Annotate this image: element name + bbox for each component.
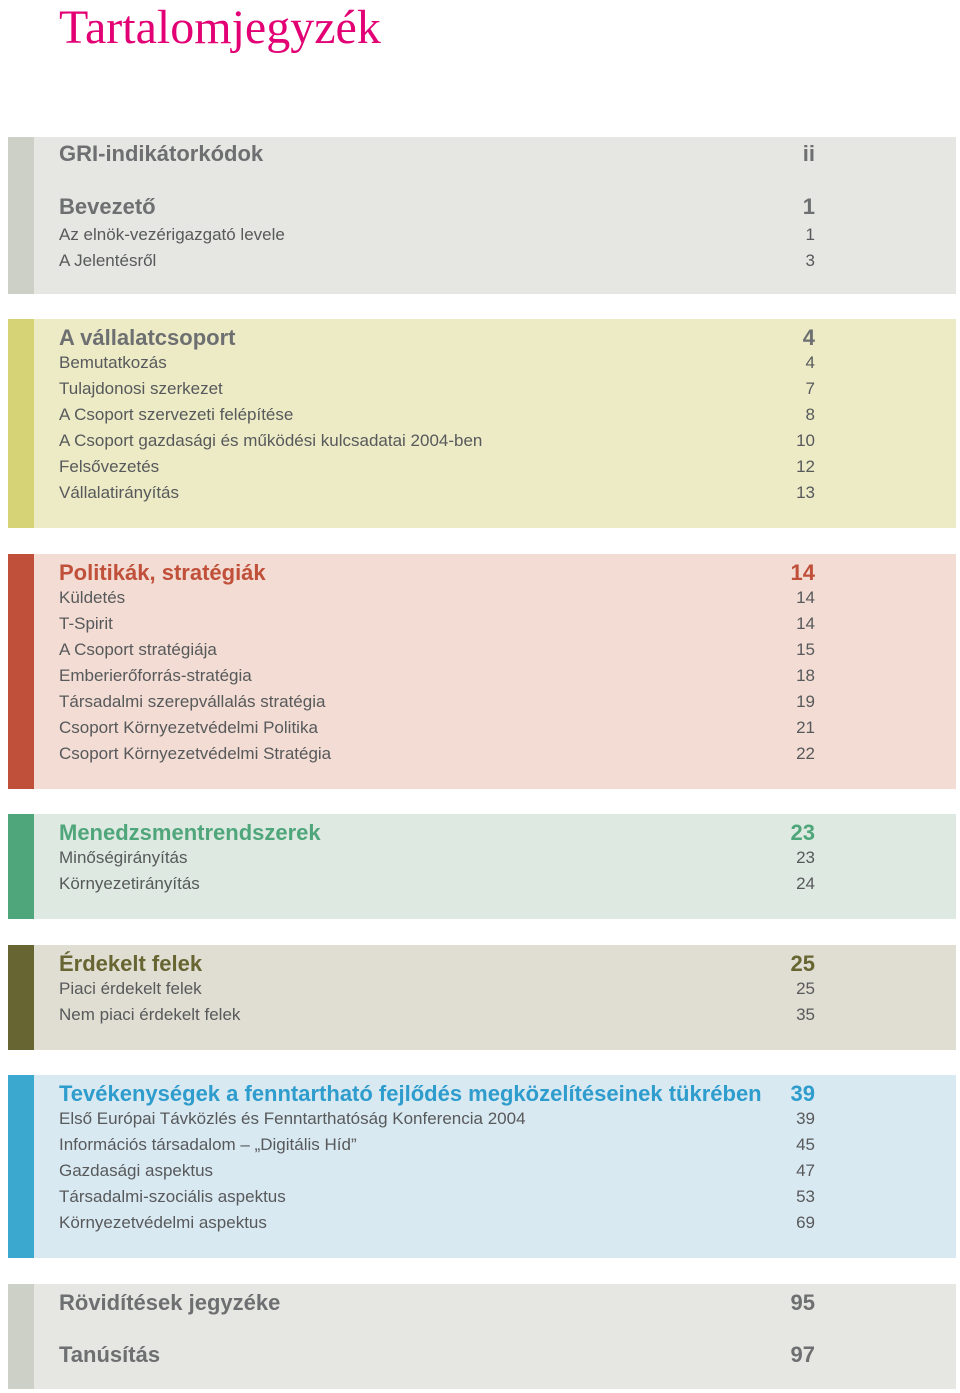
toc-entry[interactable] [59, 1109, 815, 1129]
toc-heading[interactable] [59, 1081, 815, 1107]
toc-label: Minőségirányítás [59, 848, 188, 867]
toc-entry[interactable] [59, 640, 815, 660]
toc-heading[interactable] [59, 560, 815, 586]
section-color-bar [8, 1284, 34, 1389]
toc-entry[interactable] [59, 1213, 815, 1233]
toc-section [8, 945, 956, 1050]
toc-label: Tanúsítás [59, 1342, 161, 1367]
toc-page-number: 10 [796, 431, 815, 450]
toc-entry[interactable] [59, 1005, 815, 1025]
toc-section [8, 137, 956, 294]
toc-label: Csoport Környezetvédelmi Politika [59, 718, 318, 737]
toc-page-number: 95 [790, 1290, 815, 1315]
toc-page-number: 53 [796, 1187, 815, 1206]
toc-entry[interactable] [59, 692, 815, 712]
toc-entry[interactable] [59, 718, 815, 738]
toc-entry[interactable] [59, 1135, 815, 1155]
toc-entry[interactable] [59, 666, 815, 686]
toc-label: Környezetirányítás [59, 874, 200, 893]
toc-page-number: 4 [805, 353, 815, 372]
toc-page-number: 19 [796, 692, 815, 711]
toc-page-number: 21 [796, 718, 815, 737]
toc-label: A Csoport gazdasági és működési kulcsadatai 2004-ben [59, 431, 483, 450]
toc-label: Rövidítések jegyzéke [59, 1290, 281, 1315]
toc-page-number: 14 [790, 560, 815, 585]
toc-page-number: 18 [796, 666, 815, 685]
toc-label: A vállalatcsoport [59, 325, 236, 350]
toc-page-number: 97 [790, 1342, 815, 1367]
toc-entry[interactable] [59, 744, 815, 764]
toc-page-number: 4 [802, 325, 815, 350]
toc-page-number: 1 [805, 225, 815, 244]
toc-heading[interactable] [59, 141, 815, 167]
toc-entry[interactable] [59, 1161, 815, 1181]
toc-page-number: 22 [796, 744, 815, 763]
toc-entry[interactable] [59, 588, 815, 608]
toc-section [8, 554, 956, 789]
toc-page-number: 39 [790, 1081, 815, 1106]
toc-page-number: 25 [790, 951, 815, 976]
toc-label: Menedzsmentrendszerek [59, 820, 321, 845]
toc-page-number: 8 [805, 405, 815, 424]
toc-page-number: 23 [790, 820, 815, 845]
toc-page-number: 12 [796, 457, 815, 476]
toc-label: Információs társadalom – „Digitális Híd” [59, 1135, 357, 1154]
toc-page-number: ii [802, 141, 815, 166]
toc-entry[interactable] [59, 979, 815, 999]
section-color-bar [8, 1075, 34, 1258]
toc-entry[interactable] [59, 251, 815, 271]
toc-entry[interactable] [59, 874, 815, 894]
toc-section [8, 1075, 956, 1258]
toc-page-number: 13 [796, 483, 815, 502]
toc-entry[interactable] [59, 225, 815, 245]
toc-label: Társadalmi szerepvállalás stratégia [59, 692, 326, 711]
toc-entry[interactable] [59, 1187, 815, 1207]
toc-label: Érdekelt felek [59, 951, 203, 976]
toc-entry[interactable] [59, 353, 815, 373]
toc-label: Környezetvédelmi aspektus [59, 1213, 267, 1232]
toc-entry[interactable] [59, 379, 815, 399]
toc-page-number: 7 [805, 379, 815, 398]
toc-section [8, 814, 956, 919]
toc-heading[interactable] [59, 1290, 815, 1316]
toc-page-number: 14 [796, 614, 815, 633]
toc-label: Első Európai Távközlés és Fenntarthatóság Konferencia 2004 [59, 1109, 526, 1128]
toc-label: Tulajdonosi szerkezet [59, 379, 223, 398]
toc-page-number: 24 [796, 874, 815, 893]
toc-page-number: 23 [796, 848, 815, 867]
toc-page-number: 69 [796, 1213, 815, 1232]
toc-label: GRI-indikátorkódok [59, 141, 264, 166]
toc-heading[interactable] [59, 820, 815, 846]
toc-label: Vállalatirányítás [59, 483, 180, 502]
toc-page-number: 1 [802, 194, 815, 219]
section-color-bar [8, 554, 34, 789]
toc-label: Küldetés [59, 588, 126, 607]
toc-page-number: 14 [796, 588, 815, 607]
toc-heading[interactable] [59, 194, 815, 220]
toc-entry[interactable] [59, 614, 815, 634]
toc-label: Bevezető [59, 194, 156, 219]
section-color-bar [8, 319, 34, 528]
toc-label: Piaci érdekelt felek [59, 979, 202, 998]
toc-label: Csoport Környezetvédelmi Stratégia [59, 744, 332, 763]
page-title: Tartalomjegyzék [59, 1, 381, 54]
toc-label: Gazdasági aspektus [59, 1161, 214, 1180]
section-color-bar [8, 137, 34, 294]
toc-heading[interactable] [59, 1342, 815, 1368]
toc-entry[interactable] [59, 848, 815, 868]
section-color-bar [8, 814, 34, 919]
toc-label: A Csoport szervezeti felépítése [59, 405, 294, 424]
toc-label: A Jelentésről [59, 251, 157, 270]
toc-label: T-Spirit [59, 614, 113, 633]
toc-entry[interactable] [59, 405, 815, 425]
toc-label: Emberierőforrás-stratégia [59, 666, 252, 685]
toc-page-number: 25 [796, 979, 815, 998]
toc-label: Bemutatkozás [59, 353, 167, 372]
toc-page-number: 15 [796, 640, 815, 659]
toc-page-number: 45 [796, 1135, 815, 1154]
toc-label: Nem piaci érdekelt felek [59, 1005, 241, 1024]
section-color-bar [8, 945, 34, 1050]
toc-page-number: 39 [796, 1109, 815, 1128]
toc-label: Tevékenységek a fenntartható fejlődés megközelítéseinek tükrében [59, 1081, 762, 1106]
toc-label: Társadalmi-szociális aspektus [59, 1187, 286, 1206]
toc-label: Az elnök-vezérigazgató levele [59, 225, 285, 244]
toc-heading[interactable] [59, 951, 815, 977]
toc-page-number: 35 [796, 1005, 815, 1024]
toc-page-number: 3 [805, 251, 815, 270]
toc-entry[interactable] [59, 457, 815, 477]
toc-entry[interactable] [59, 483, 815, 503]
toc-label: Politikák, stratégiák [59, 560, 266, 585]
toc-section [8, 1284, 956, 1389]
toc-entry[interactable] [59, 431, 815, 451]
toc-page-number: 47 [796, 1161, 815, 1180]
toc-label: A Csoport stratégiája [59, 640, 217, 659]
toc-label: Felsővezetés [59, 457, 160, 476]
toc-heading[interactable] [59, 325, 815, 351]
toc-section [8, 319, 956, 528]
